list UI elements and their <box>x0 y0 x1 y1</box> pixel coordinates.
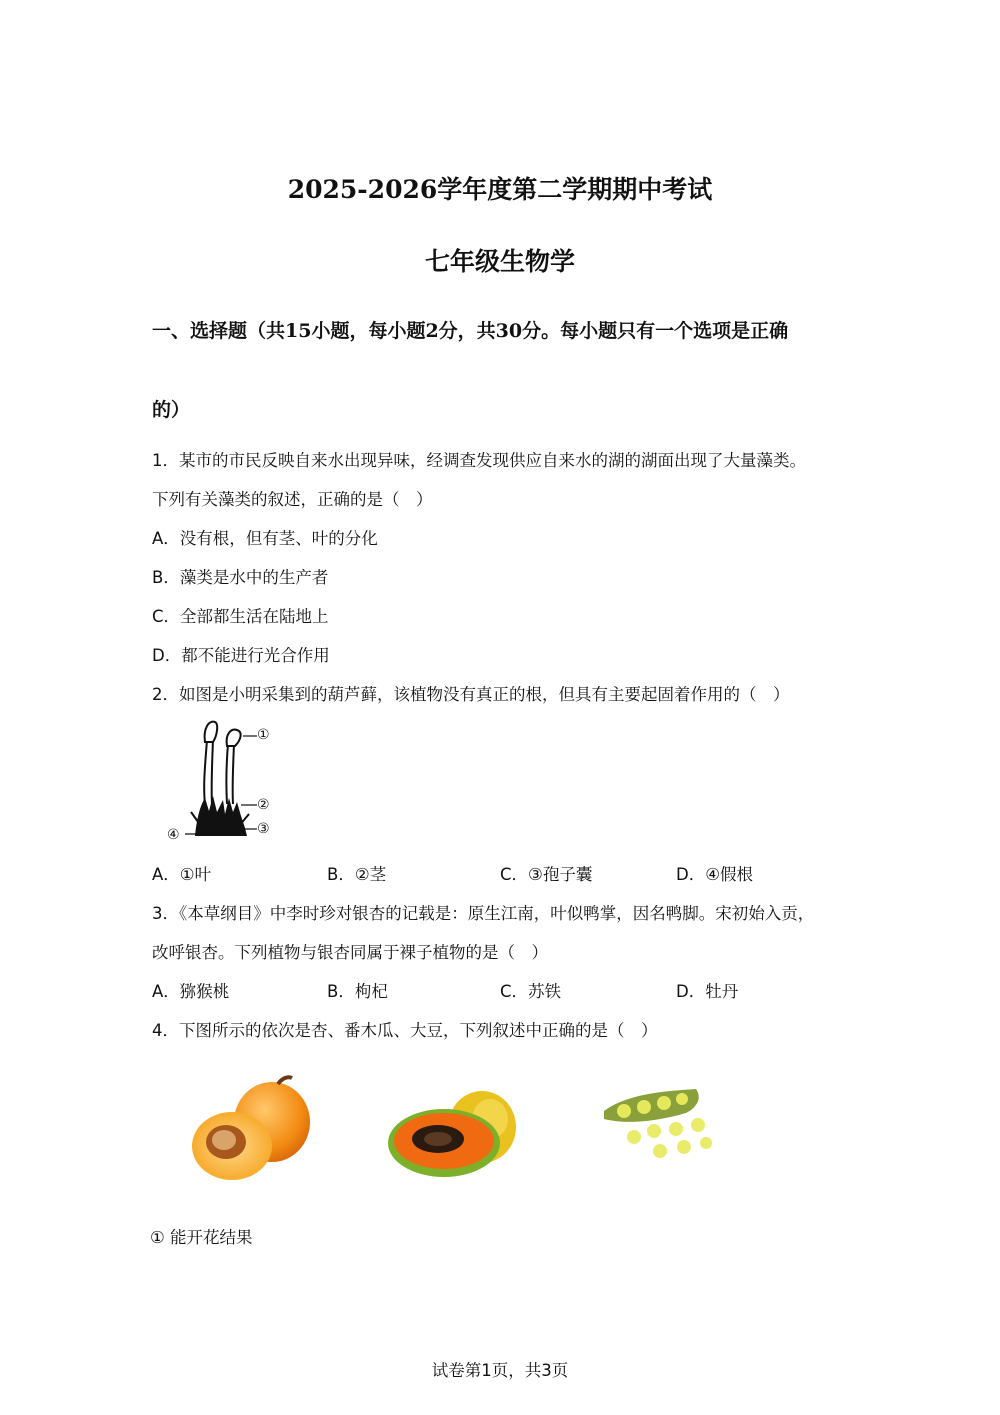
q3-option-b: B．枸杞 <box>327 982 388 1001</box>
q2-option-b: B．②茎 <box>327 865 387 884</box>
soybean-image <box>598 1085 722 1165</box>
q2-option-a: A．①叶 <box>152 865 212 884</box>
exam-title: 2025-2026学年度第二学期期中考试 <box>287 175 713 204</box>
section-heading-line1: 一、选择题（共15小题，每小题2分，共30分。每小题只有一个选项是正确 <box>152 320 789 342</box>
q3-option-c: C．苏铁 <box>500 982 562 1001</box>
q1-option-d: D．都不能进行光合作用 <box>152 646 330 665</box>
q2-option-d: D．④假根 <box>676 865 753 884</box>
moss-label-1: ① <box>257 727 270 743</box>
q2-stem-line1: 2．如图是小明采集到的葫芦藓，该植物没有真正的根，但具有主要起固着作用的（ ） <box>152 685 790 704</box>
q4-statement-1: ① 能开花结果 <box>150 1228 253 1247</box>
q3-stem-line1: 3．《本草纲目》中李时珍对银杏的记载是：原生江南，叶似鸭掌，因名鸭脚。宋初始入贡， <box>152 904 815 923</box>
q1-option-c: C．全部都生活在陆地上 <box>152 607 329 626</box>
q1-stem-line2: 下列有关藻类的叙述，正确的是（ ） <box>152 490 433 509</box>
q1-option-b: B．藻类是水中的生产者 <box>152 568 329 587</box>
q3-option-a: A．猕猴桃 <box>152 982 230 1001</box>
section-heading-line2: 的） <box>152 399 191 421</box>
q3-stem-line2: 改呼银杏。下列植物与银杏同属于裸子植物的是（ ） <box>152 943 548 962</box>
q2-option-c: C．③孢子囊 <box>500 865 593 884</box>
q1-stem-line1: 1．某市的市民反映自来水出现异味，经调查发现供应自来水的湖的湖面出现了大量藻类。 <box>152 451 806 470</box>
apricot-image <box>188 1072 316 1184</box>
papaya-image <box>386 1085 522 1181</box>
q4-stem-line1: 4．下图所示的依次是杏、番木瓜、大豆，下列叙述中正确的是（ ） <box>152 1021 658 1040</box>
q3-option-d: D．牡丹 <box>676 982 739 1001</box>
moss-label-3: ③ <box>257 821 270 837</box>
moss-figure <box>165 716 280 846</box>
page-footer: 试卷第1页，共3页 <box>431 1361 569 1380</box>
moss-label-2: ② <box>257 797 270 813</box>
moss-label-4: ④ <box>167 827 180 843</box>
exam-subtitle: 七年级生物学 <box>424 247 575 276</box>
q1-option-a: A．没有根，但有茎、叶的分化 <box>152 529 378 548</box>
